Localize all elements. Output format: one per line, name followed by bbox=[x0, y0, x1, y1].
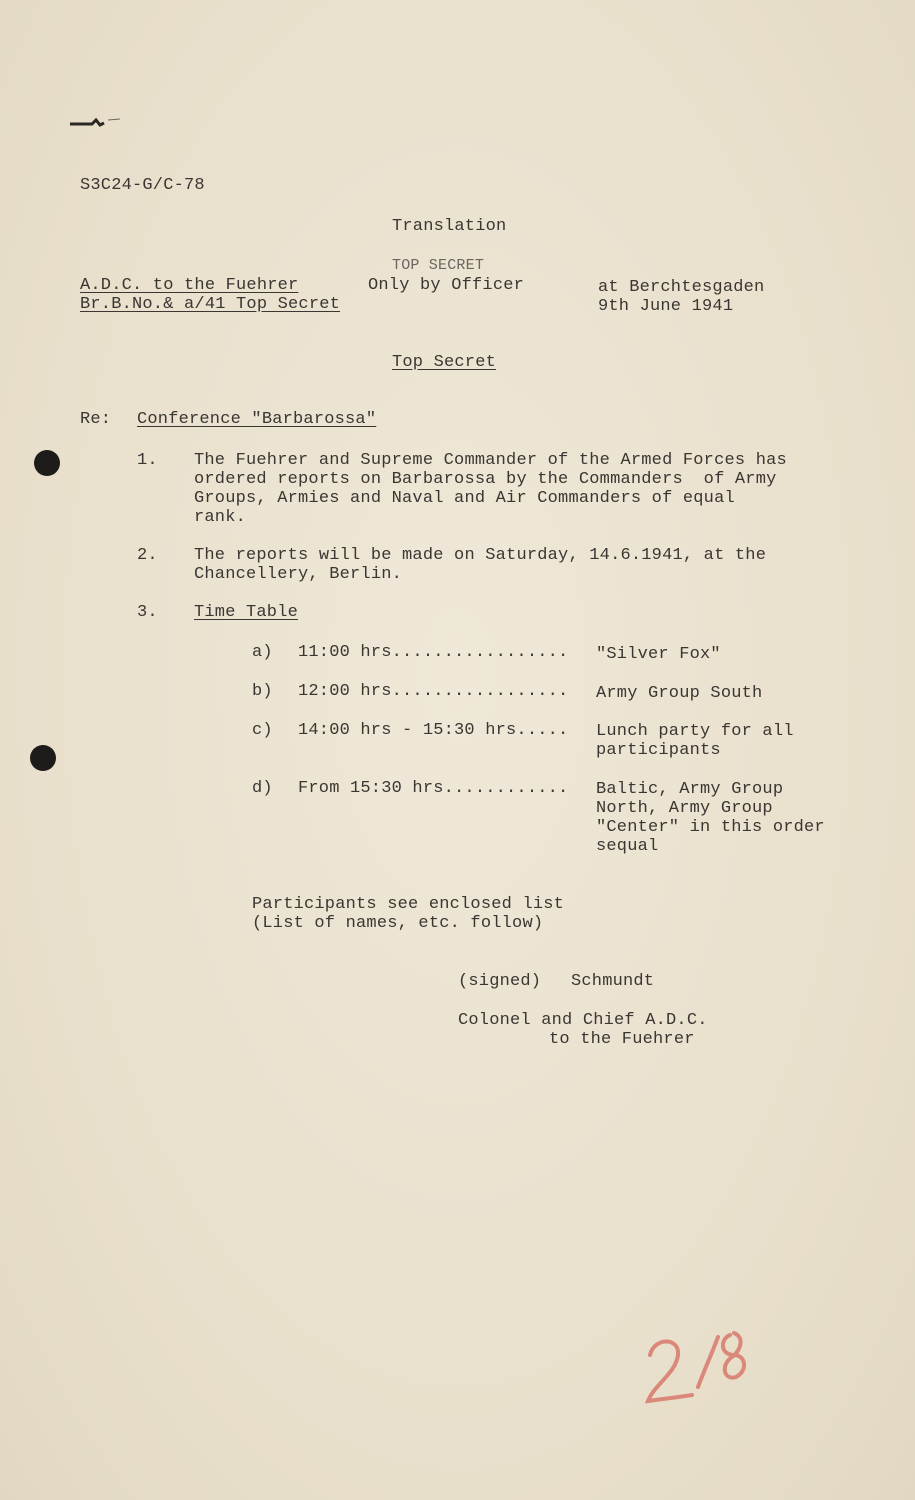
timetable-item: participants bbox=[596, 741, 721, 760]
paragraph-number: 3. bbox=[137, 603, 158, 622]
heading-translation: Translation bbox=[392, 217, 507, 236]
timetable-letter: a) bbox=[252, 643, 273, 662]
participants-line: Participants see enclosed list bbox=[252, 895, 565, 914]
timetable-letter: c) bbox=[252, 721, 273, 740]
signer-title: Colonel and Chief A.D.C. bbox=[458, 1011, 708, 1030]
paragraph-number: 2. bbox=[137, 546, 158, 565]
re-subject: Conference "Barbarossa" bbox=[137, 410, 377, 429]
signer-title: to the Fuehrer bbox=[549, 1030, 695, 1049]
timetable-item: Army Group South bbox=[596, 684, 763, 703]
paragraph-line: The reports will be made on Saturday, 14.6.1941, at the bbox=[194, 546, 767, 565]
handwritten-page-number bbox=[640, 1315, 760, 1425]
paragraph-line: Groups, Armies and Naval and Air Commanders of equal bbox=[194, 489, 735, 508]
timetable-letter: d) bbox=[252, 779, 273, 798]
handling-instruction: Only by Officer bbox=[368, 276, 525, 295]
timetable-time: From 15:30 hrs............ bbox=[298, 779, 569, 798]
timetable-time: 11:00 hrs................. bbox=[298, 643, 569, 662]
timetable-time: 12:00 hrs................. bbox=[298, 682, 569, 701]
timetable-time: 14:00 hrs - 15:30 hrs..... bbox=[298, 721, 569, 740]
paragraph-line: Chancellery, Berlin. bbox=[194, 565, 403, 584]
location: at Berchtesgaden bbox=[598, 278, 765, 297]
date: 9th June 1941 bbox=[598, 297, 734, 316]
paragraph-line: ordered reports on Barbarossa by the Commanders of Army bbox=[194, 470, 777, 489]
timetable-item: "Silver Fox" bbox=[596, 645, 721, 664]
classification-top: TOP SECRET bbox=[392, 257, 485, 274]
timetable-item: "Center" in this order bbox=[596, 818, 825, 837]
participants-line: (List of names, etc. follow) bbox=[252, 914, 544, 933]
timetable-item: Baltic, Army Group bbox=[596, 780, 784, 799]
document-reference: S3C24-G/C-78 bbox=[80, 176, 205, 195]
timetable-item: Lunch party for all bbox=[596, 722, 794, 741]
timetable-letter: b) bbox=[252, 682, 273, 701]
timetable-item: sequal bbox=[596, 837, 659, 856]
pen-mark-icon bbox=[70, 116, 122, 130]
signed-label: (signed) bbox=[458, 972, 542, 991]
re-label: Re: bbox=[80, 410, 112, 429]
sender-line-1: A.D.C. to the Fuehrer bbox=[80, 276, 299, 295]
punch-hole-icon bbox=[30, 745, 56, 771]
punch-hole-icon bbox=[34, 450, 60, 476]
timetable-item: North, Army Group bbox=[596, 799, 773, 818]
sender-line-2: Br.B.No.& a/41 Top Secret bbox=[80, 295, 341, 314]
classification-center: Top Secret bbox=[392, 353, 497, 372]
signer-name: Schmundt bbox=[571, 972, 655, 991]
paragraph-line: The Fuehrer and Supreme Commander of the Armed Forces has bbox=[194, 451, 787, 470]
timetable-title: Time Table bbox=[194, 603, 299, 622]
paragraph-number: 1. bbox=[137, 451, 158, 470]
paragraph-line: rank. bbox=[194, 508, 247, 527]
